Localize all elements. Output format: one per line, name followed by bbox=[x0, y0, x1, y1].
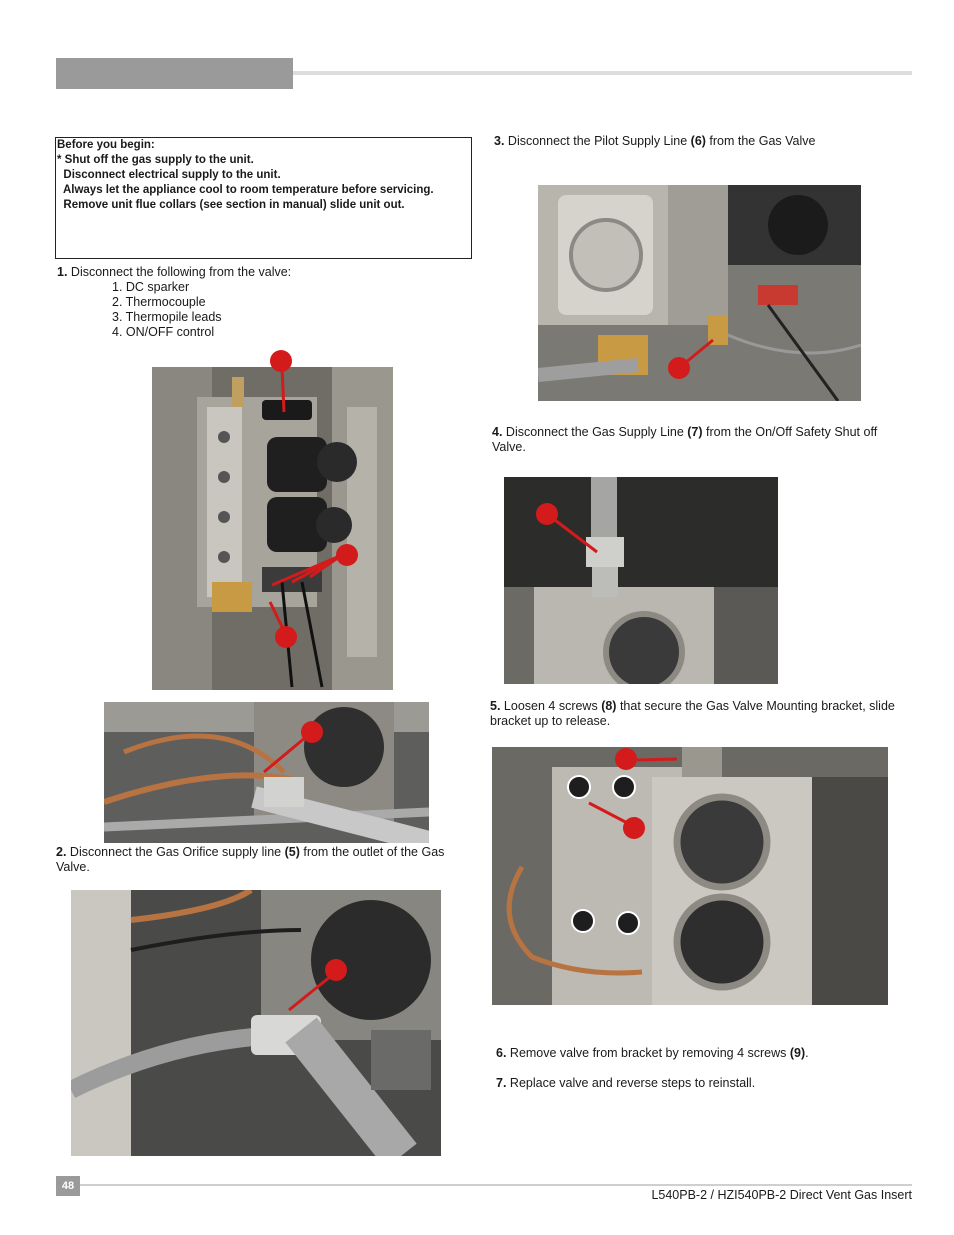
page-number: 48 bbox=[56, 1176, 80, 1196]
footer-rule bbox=[80, 1184, 912, 1186]
step-7 bbox=[496, 1076, 755, 1091]
step-number: 2. bbox=[56, 845, 67, 859]
step-number: 5. bbox=[490, 699, 501, 713]
step-number: 1. bbox=[57, 265, 68, 279]
step-text: Loosen 4 screws bbox=[500, 699, 602, 713]
notice-line: * Shut off the gas supply to the unit. bbox=[57, 154, 254, 166]
notice-line: Disconnect electrical supply to the unit. bbox=[57, 169, 281, 181]
step-number: 7. bbox=[496, 1076, 507, 1090]
part-reference: (7) bbox=[687, 425, 703, 439]
callout-marker bbox=[266, 346, 296, 376]
step-number: 3. bbox=[494, 134, 505, 148]
step-text: from the outlet of the Gas Valve. bbox=[56, 845, 445, 874]
step-6 bbox=[496, 1046, 809, 1061]
step-5 bbox=[490, 699, 900, 729]
list-item: 4. ON/OFF control bbox=[112, 325, 215, 339]
list-item: 1. DC sparker bbox=[112, 280, 190, 294]
list-item: 2. Thermocouple bbox=[112, 295, 206, 309]
step-text: Remove valve from bracket by removing 4 screws bbox=[506, 1046, 790, 1060]
notice-line: Before you begin: bbox=[57, 139, 155, 151]
step-text: Disconnect the Gas Supply Line bbox=[502, 425, 688, 439]
photo-pilot-supply-line bbox=[538, 185, 861, 401]
step-text: Disconnect the Gas Orifice supply line bbox=[66, 845, 285, 859]
before-you-begin-notice bbox=[55, 137, 472, 259]
part-reference: (5) bbox=[284, 845, 300, 859]
step-text: Replace valve and reverse steps to reinstall. bbox=[506, 1076, 756, 1090]
step-1-list bbox=[112, 280, 222, 340]
step-2 bbox=[56, 845, 456, 875]
part-reference: (6) bbox=[690, 134, 706, 148]
section-header-bar bbox=[56, 58, 293, 89]
notice-line: Always let the appliance cool to room temperature before servicing. bbox=[57, 184, 434, 196]
list-item: 3. Thermopile leads bbox=[112, 310, 222, 324]
part-reference: (8) bbox=[601, 699, 617, 713]
step-1 bbox=[57, 265, 291, 280]
step-number: 6. bbox=[496, 1046, 507, 1060]
notice-line: Remove unit flue collars (see section in manual) slide unit out. bbox=[57, 199, 405, 211]
photo-valve-connections bbox=[152, 367, 393, 690]
step-text: . bbox=[805, 1046, 809, 1060]
photo-mounting-bracket-screws bbox=[492, 747, 888, 1005]
photo-gas-supply-line bbox=[504, 477, 778, 684]
photo-gas-orifice-wrench bbox=[71, 890, 441, 1156]
step-text: Disconnect the following from the valve: bbox=[67, 265, 292, 279]
section-header-rule bbox=[293, 71, 912, 75]
step-number: 4. bbox=[492, 425, 503, 439]
photo-orifice-line-wrench bbox=[104, 702, 429, 843]
part-reference: (9) bbox=[789, 1046, 806, 1060]
step-text: Disconnect the Pilot Supply Line bbox=[504, 134, 691, 148]
step-4 bbox=[492, 425, 892, 455]
step-text: from the Gas Valve bbox=[705, 134, 816, 148]
step-text: from the On/Off Safety Shut off Valve. bbox=[492, 425, 878, 454]
step-3 bbox=[494, 134, 815, 149]
footer-title: L540PB-2 / HZI540PB-2 Direct Vent Gas Insert bbox=[651, 1188, 912, 1202]
step-text: that secure the Gas Valve Mounting bracket, slide bracket up to release. bbox=[490, 699, 895, 728]
